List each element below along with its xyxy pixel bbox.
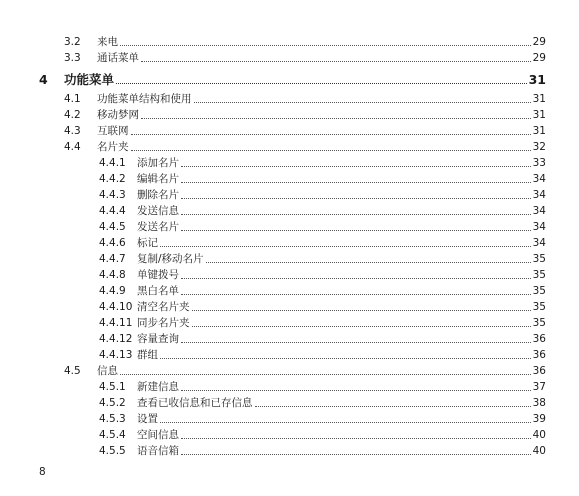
- toc-entry-title: 信息: [97, 365, 118, 377]
- toc-leader-dots: [206, 262, 531, 263]
- toc-entry-page: 34: [532, 237, 546, 249]
- toc-entry[interactable]: [0, 139, 579, 155]
- toc-entry-number: 4.4.5: [99, 221, 126, 233]
- toc-entry-number: 4.4.7: [99, 253, 126, 265]
- toc-entry-page: 33: [532, 157, 546, 169]
- toc-entry-page: 31: [532, 125, 546, 137]
- toc-entry[interactable]: [0, 155, 579, 171]
- toc-entry-title: 语音信箱: [137, 445, 179, 457]
- toc-entry-number: 4.4: [64, 141, 81, 153]
- toc-leader-dots: [192, 326, 531, 327]
- toc-entry-page: 35: [532, 269, 546, 281]
- toc-entry-page: 31: [532, 93, 546, 105]
- toc-entry-page: 35: [532, 285, 546, 297]
- toc-entry-title: 发送名片: [137, 221, 179, 233]
- toc-entry-page: 36: [532, 365, 546, 377]
- toc-entry-number: 4.5.3: [99, 413, 126, 425]
- toc-leader-dots: [141, 118, 531, 119]
- toc-entry-page: 29: [532, 36, 546, 48]
- toc-entry[interactable]: [0, 315, 579, 331]
- toc-entry-page: 36: [532, 349, 546, 361]
- toc-entry-page: 34: [532, 221, 546, 233]
- toc-entry-page: 40: [532, 429, 546, 441]
- toc-leader-dots: [181, 390, 531, 391]
- toc-leader-dots: [181, 230, 531, 231]
- toc-leader-dots: [141, 61, 531, 62]
- toc-leader-dots: [181, 198, 531, 199]
- toc-entry[interactable]: [0, 427, 579, 443]
- toc-entry-page: 32: [532, 141, 546, 153]
- toc-entry-page: 37: [532, 381, 546, 393]
- toc-leader-dots: [181, 278, 531, 279]
- toc-entry[interactable]: [0, 50, 579, 66]
- toc-entry-title: 删除名片: [137, 189, 179, 201]
- toc-entry[interactable]: [0, 347, 579, 363]
- toc-entry-page: 29: [532, 52, 546, 64]
- toc-entry-title: 查看已收信息和已存信息: [137, 397, 253, 409]
- toc-entry-title: 发送信息: [137, 205, 179, 217]
- toc-entry[interactable]: [0, 219, 579, 235]
- toc-entry-number: 4.4.10: [99, 301, 133, 313]
- toc-entry[interactable]: [0, 123, 579, 139]
- toc-entry-title: 黑白名单: [137, 285, 179, 297]
- toc-entry[interactable]: [0, 171, 579, 187]
- toc-entry-number: 4.5.5: [99, 445, 126, 457]
- toc-entry-page: 34: [532, 173, 546, 185]
- toc-entry-number: 4.5.4: [99, 429, 126, 441]
- toc-leader-dots: [120, 374, 531, 375]
- toc-leader-dots: [181, 342, 531, 343]
- toc-entry-number: 4.4.9: [99, 285, 126, 297]
- toc-entry-title: 群组: [137, 349, 158, 361]
- toc-leader-dots: [181, 214, 531, 215]
- toc-leader-dots: [255, 406, 531, 407]
- toc-entry[interactable]: [0, 235, 579, 251]
- toc-entry-title: 添加名片: [137, 157, 179, 169]
- toc-leader-dots: [160, 358, 531, 359]
- toc-entry-number: 4.4.2: [99, 173, 126, 185]
- toc-entry-number: 4.5: [64, 365, 81, 377]
- toc-entry-page: 34: [532, 205, 546, 217]
- toc-entry[interactable]: [0, 72, 579, 88]
- toc-leader-dots: [181, 454, 531, 455]
- toc-leader-dots: [120, 45, 531, 46]
- toc-entry-number: 4.2: [64, 109, 81, 121]
- toc-entry[interactable]: [0, 443, 579, 459]
- toc-entry[interactable]: [0, 411, 579, 427]
- toc-entry[interactable]: [0, 251, 579, 267]
- toc-entry-title: 复制/移动名片: [137, 253, 204, 265]
- toc-entry-page: 31: [528, 72, 546, 87]
- toc-entry-title: 清空名片夹: [137, 301, 190, 313]
- toc-entry[interactable]: [0, 299, 579, 315]
- toc-entry-number: 4: [39, 72, 48, 87]
- toc-entry-page: 35: [532, 253, 546, 265]
- toc-entry-number: 4.4.1: [99, 157, 126, 169]
- toc-entry-title: 名片夹: [97, 141, 129, 153]
- toc-entry-number: 4.4.3: [99, 189, 126, 201]
- toc-entry-number: 3.2: [64, 36, 81, 48]
- toc-entry[interactable]: [0, 91, 579, 107]
- toc-entry-title: 空间信息: [137, 429, 179, 441]
- toc-entry-number: 4.4.11: [99, 317, 133, 329]
- toc-entry-title: 单键拨号: [137, 269, 179, 281]
- toc-entry-number: 4.1: [64, 93, 81, 105]
- toc-entry[interactable]: [0, 363, 579, 379]
- toc-entry-page: 38: [532, 397, 546, 409]
- toc-entry-number: 4.4.8: [99, 269, 126, 281]
- toc-entry-title: 移动梦网: [97, 109, 139, 121]
- toc-leader-dots: [131, 150, 531, 151]
- toc-leader-dots: [194, 102, 531, 103]
- toc-leader-dots: [181, 166, 531, 167]
- toc-entry-number: 4.5.2: [99, 397, 126, 409]
- toc-entry-page: 34: [532, 189, 546, 201]
- toc-entry-title: 编辑名片: [137, 173, 179, 185]
- toc-leader-dots: [181, 294, 531, 295]
- toc-entry[interactable]: [0, 267, 579, 283]
- toc-leader-dots: [160, 422, 531, 423]
- toc-entry-number: 4.3: [64, 125, 81, 137]
- toc-entry-page: 40: [532, 445, 546, 457]
- toc-entry[interactable]: [0, 203, 579, 219]
- page-number: 8: [39, 466, 46, 478]
- toc-entry[interactable]: [0, 107, 579, 123]
- toc-entry-title: 功能菜单结构和使用: [97, 93, 192, 105]
- toc-entry-page: 35: [532, 317, 546, 329]
- toc-entry-number: 4.4.4: [99, 205, 126, 217]
- toc-entry-number: 4.5.1: [99, 381, 126, 393]
- toc-entry[interactable]: [0, 283, 579, 299]
- toc-entry[interactable]: [0, 187, 579, 203]
- toc-leader-dots: [160, 246, 531, 247]
- toc-entry-title: 标记: [137, 237, 158, 249]
- toc-entry[interactable]: [0, 34, 579, 50]
- toc-leader-dots: [181, 182, 531, 183]
- toc-entry-title: 通话菜单: [97, 52, 139, 64]
- toc-entry[interactable]: [0, 331, 579, 347]
- toc-entry-title: 来电: [97, 36, 118, 48]
- toc-leader-dots: [116, 83, 527, 84]
- toc-entry-page: 36: [532, 333, 546, 345]
- toc-entry-page: 35: [532, 301, 546, 313]
- toc-entry-title: 互联网: [97, 125, 129, 137]
- toc-leader-dots: [181, 438, 531, 439]
- toc-entry-title: 新建信息: [137, 381, 179, 393]
- toc-leader-dots: [131, 134, 531, 135]
- toc-entry[interactable]: [0, 379, 579, 395]
- toc-entry-title: 设置: [137, 413, 158, 425]
- toc-entry-page: 31: [532, 109, 546, 121]
- toc-entry-page: 39: [532, 413, 546, 425]
- toc-entry-number: 4.4.13: [99, 349, 133, 361]
- toc-entry-number: 4.4.6: [99, 237, 126, 249]
- toc-entry-title: 容量查询: [137, 333, 179, 345]
- toc-entry-title: 功能菜单: [64, 72, 115, 87]
- toc-entry-title: 同步名片夹: [137, 317, 190, 329]
- toc-entry-number: 3.3: [64, 52, 81, 64]
- toc-entry[interactable]: [0, 395, 579, 411]
- toc-leader-dots: [192, 310, 531, 311]
- toc-entry-number: 4.4.12: [99, 333, 133, 345]
